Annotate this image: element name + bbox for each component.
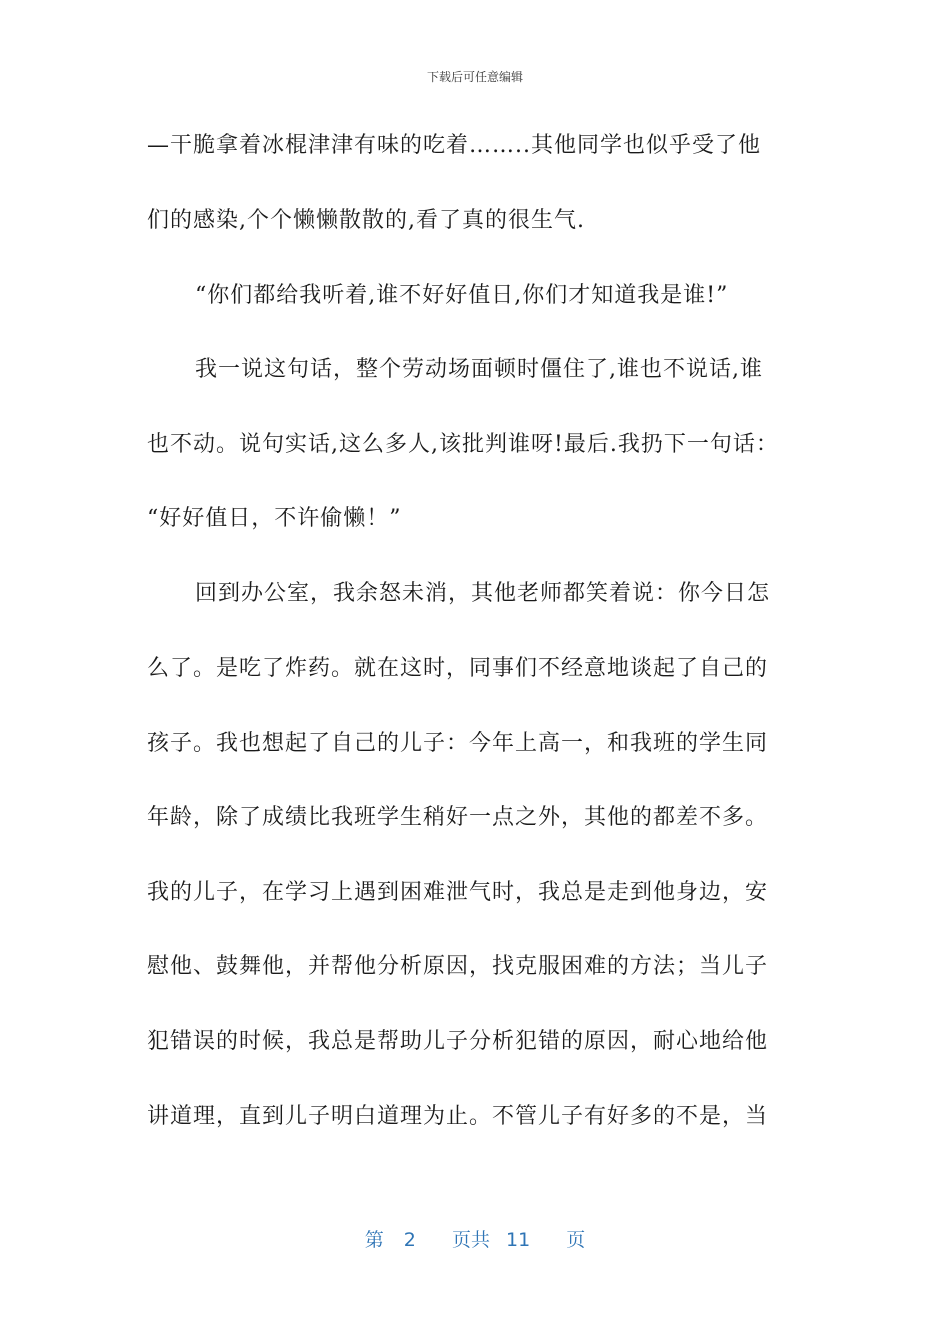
text-line: 也不动。说句实话,这么多人,该批判谁呀!最后.我扔下一句话：	[147, 432, 779, 457]
text-line: 慰他、鼓舞他，并帮他分析原因，找克服困难的方法；当儿子	[147, 954, 769, 979]
text-line: 孩子。我也想起了自己的儿子：今年上高一，和我班的学生同	[147, 731, 769, 756]
text-line: 我的儿子，在学习上遇到困难泄气时，我总是走到他身边，安	[147, 880, 769, 905]
footer-suffix: 页	[566, 1229, 586, 1251]
page-header: 下载后可任意编辑	[426, 70, 523, 84]
current-page-number: 2	[403, 1229, 416, 1251]
text-line: 年龄，除了成绩比我班学生稍好一点之外，其他的都差不多。	[147, 805, 769, 830]
text-line: 们的感染,个个懒懒散散的,看了真的很生气.	[147, 208, 585, 233]
text-line: 么了。是吃了炸药。就在这时，同事们不经意地谈起了自己的	[147, 656, 769, 681]
page-footer	[0, 1225, 950, 1252]
text-line: “好好值日，不许偷懒！”	[147, 506, 402, 531]
footer-prefix: 第	[364, 1229, 384, 1251]
text-line: “你们都给我听着,谁不好好值日,你们才知道我是谁!”	[195, 283, 729, 308]
text-line: 犯错误的时候，我总是帮助儿子分析犯错的原因，耐心地给他	[147, 1029, 769, 1054]
text-line: —干脆拿着冰棍津津有味的吃着……..其他同学也似乎受了他	[147, 133, 761, 158]
text-line: 我一说这句话，整个劳动场面顿时僵住了,谁也不说话,谁	[195, 357, 763, 382]
text-line: 讲道理，直到儿子明白道理为止。不管儿子有好多的不是，当	[147, 1104, 769, 1129]
footer-mid: 页共	[451, 1229, 490, 1251]
total-pages-number: 11	[506, 1229, 531, 1251]
text-line: 回到办公室，我余怒未消，其他老师都笑着说：你今日怎	[195, 581, 771, 606]
